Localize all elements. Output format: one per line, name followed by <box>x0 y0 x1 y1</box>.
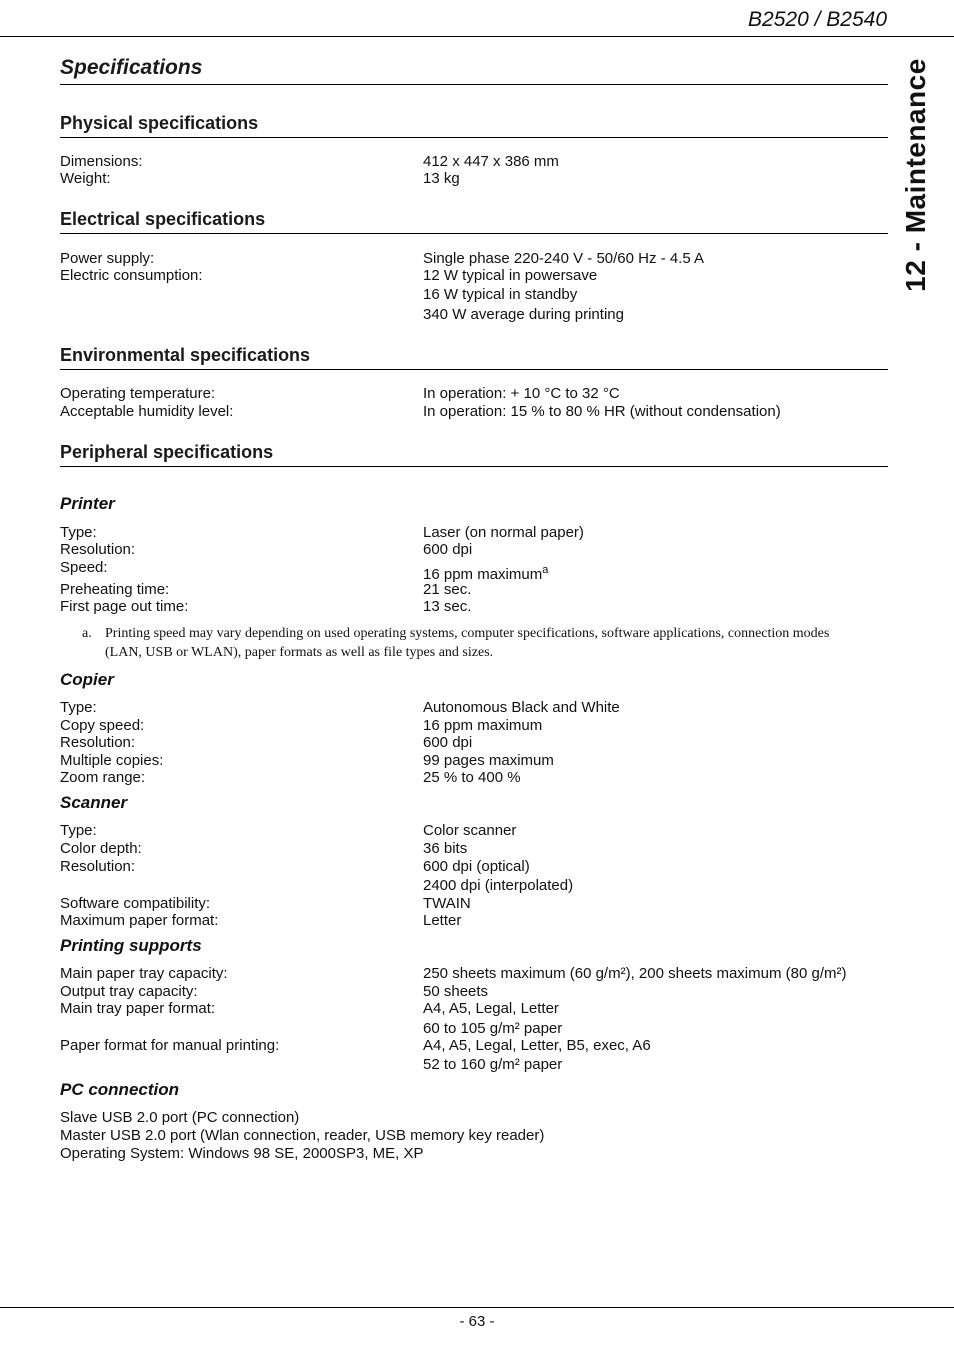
electrical-rule <box>60 233 888 234</box>
software-value: TWAIN <box>423 895 471 912</box>
footnote-text: Printing speed may vary depending on used operating systems, computer specifications, software applications, connection modes (LAN, USB or WLAN), paper formats as well as file types and sizes. <box>105 626 830 660</box>
printer-footnote <box>82 624 842 662</box>
scanner-resolution-label: Resolution: <box>60 858 136 875</box>
pc-heading: PC connection <box>60 1080 180 1099</box>
copy-speed-value: 16 ppm maximum <box>423 717 543 734</box>
color-depth-label: Color depth: <box>60 840 142 857</box>
header-rule <box>0 36 954 37</box>
output-tray-label: Output tray capacity: <box>60 983 198 1000</box>
first-page-label: First page out time: <box>60 598 189 615</box>
supports-heading: Printing supports <box>60 936 202 955</box>
environmental-rule <box>60 369 888 370</box>
main-tray-label: Main paper tray capacity: <box>60 965 228 982</box>
consumption-label: Electric consumption: <box>60 267 203 284</box>
max-format-label: Maximum paper format: <box>60 912 219 929</box>
scanner-resolution-interpolated: 2400 dpi (interpolated) <box>423 877 574 894</box>
pc-line-master-usb: Master USB 2.0 port (Wlan connection, reader, USB memory key reader) <box>60 1127 545 1144</box>
printer-type-label: Type: <box>60 524 97 541</box>
color-depth-value: 36 bits <box>423 840 468 857</box>
main-format-value: A4, A5, Legal, Letter <box>423 1000 559 1017</box>
temperature-label: Operating temperature: <box>60 385 216 402</box>
multiple-copies-label: Multiple copies: <box>60 752 164 769</box>
preheating-value: 21 sec. <box>423 581 472 598</box>
weight-label: Weight: <box>60 170 111 187</box>
peripheral-rule <box>60 466 888 467</box>
pc-line-os: Operating System: Windows 98 SE, 2000SP3, ME, XP <box>60 1145 424 1162</box>
printer-speed-label: Speed: <box>60 559 108 576</box>
peripheral-heading: Peripheral specifications <box>60 442 274 462</box>
main-format-weight: 60 to 105 g/m² paper <box>423 1020 563 1037</box>
footnote-mark: a. <box>82 626 92 641</box>
scanner-type-label: Type: <box>60 822 97 839</box>
scanner-resolution-optical: 600 dpi (optical) <box>423 858 530 875</box>
printer-speed-text: 16 ppm maximum <box>423 566 543 583</box>
printer-resolution-label: Resolution: <box>60 541 136 558</box>
title-rule <box>60 84 888 85</box>
weight-value: 13 kg <box>423 170 460 187</box>
multiple-copies-value: 99 pages maximum <box>423 752 554 769</box>
manual-format-value: A4, A5, Legal, Letter, B5, exec, A6 <box>423 1037 651 1054</box>
first-page-value: 13 sec. <box>423 598 472 615</box>
copier-type-value: Autonomous Black and White <box>423 699 620 716</box>
scanner-type-value: Color scanner <box>423 822 517 839</box>
zoom-range-label: Zoom range: <box>60 769 146 786</box>
software-label: Software compatibility: <box>60 895 211 912</box>
physical-rule <box>60 137 888 138</box>
environmental-heading: Environmental specifications <box>60 345 311 365</box>
zoom-range-value: 25 % to 400 % <box>423 769 521 786</box>
copier-resolution-value: 600 dpi <box>423 734 473 751</box>
copier-resolution-label: Resolution: <box>60 734 136 751</box>
power-supply-label: Power supply: <box>60 250 155 267</box>
power-supply-value: Single phase 220-240 V - 50/60 Hz - 4.5 A <box>423 250 705 267</box>
footnote-reference[interactable]: a <box>542 564 549 576</box>
humidity-label: Acceptable humidity level: <box>60 403 234 420</box>
copier-heading: Copier <box>60 670 114 689</box>
footer-rule <box>0 1307 954 1308</box>
preheating-label: Preheating time: <box>60 581 170 598</box>
chapter-side-tab-label: 12 - Maintenance <box>900 58 931 292</box>
consumption-value-printing: 340 W average during printing <box>423 306 624 323</box>
consumption-value-standby: 16 W typical in standby <box>423 286 578 303</box>
printer-speed-value <box>423 562 548 583</box>
page-number: - 63 - <box>459 1313 495 1330</box>
printer-type-value: Laser (on normal paper) <box>423 524 584 541</box>
main-tray-value: 250 sheets maximum (60 g/m²), 200 sheets maximum (80 g/m²) <box>423 965 847 982</box>
max-format-value: Letter <box>423 912 462 929</box>
printer-resolution-value: 600 dpi <box>423 541 473 558</box>
chapter-side-tab <box>878 50 954 300</box>
temperature-value: In operation: + 10 °C to 32 °C <box>423 385 620 402</box>
manual-format-weight: 52 to 160 g/m² paper <box>423 1056 563 1073</box>
output-tray-value: 50 sheets <box>423 983 489 1000</box>
header-model-title: B2520 / B2540 <box>748 8 887 31</box>
consumption-value-powersave: 12 W typical in powersave <box>423 267 598 284</box>
dimensions-label: Dimensions: <box>60 153 143 170</box>
copy-speed-label: Copy speed: <box>60 717 145 734</box>
manual-format-label: Paper format for manual printing: <box>60 1037 280 1054</box>
pc-line-slave-usb: Slave USB 2.0 port (PC connection) <box>60 1109 300 1126</box>
dimensions-value: 412 x 447 x 386 mm <box>423 153 559 170</box>
scanner-heading: Scanner <box>60 793 128 812</box>
main-format-label: Main tray paper format: <box>60 1000 216 1017</box>
printer-heading: Printer <box>60 494 115 513</box>
page-title: Specifications <box>60 56 203 79</box>
physical-heading: Physical specifications <box>60 113 259 133</box>
copier-type-label: Type: <box>60 699 97 716</box>
electrical-heading: Electrical specifications <box>60 209 266 229</box>
humidity-value: In operation: 15 % to 80 % HR (without condensation) <box>423 403 781 420</box>
